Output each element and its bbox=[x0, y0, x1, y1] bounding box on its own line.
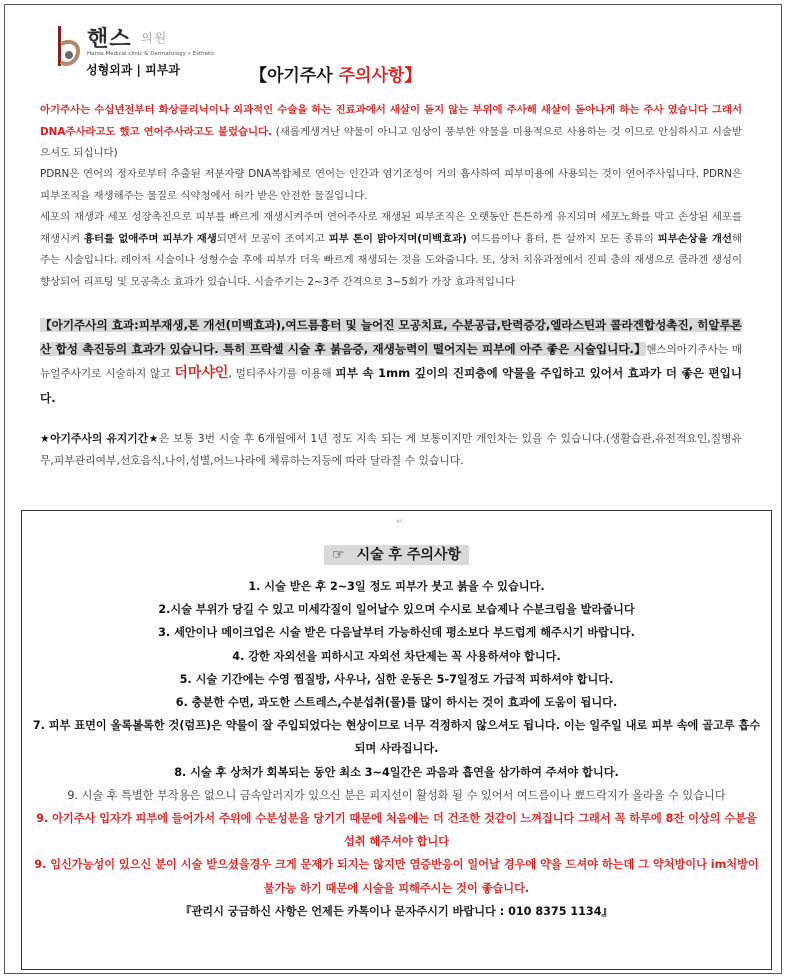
clinic-logo bbox=[55, 22, 215, 84]
effect-body: :피부재생,톤 개선(미백효과),여드름흉터 및 늘어진 모공치료, 수분공급,탄력증강,엘라스틴과 콜라겐합성촉진, 히알루론산 합성 촉진등의 효과가 있습니다. 특히 프락셀 시술 후 붉음증, 재생능력이 떨어지는 피부에 아주 좋은 시술입니다.】 bbox=[40, 318, 743, 356]
clinic-departments: 성형외과 | 피부과 bbox=[86, 63, 180, 77]
intro-paragraph bbox=[40, 100, 742, 165]
regen-text-1: 세포의 재생과 세포 성장촉진으로 피부를 빠르게 재생시켜주며 연어주사로 재생된 피부조직은 오랫동안 튼튼하게 유지되며 세포노화를 막고 손상된 세포를 재생시켜 bbox=[40, 211, 742, 245]
duration-body: 은 보통 3번 시술 후 6개월에서 1년 정도 지속 되는 게 보통이지만 개인차는 있을 수 있습니다.(생활습관,유전적요인,질병유무,피부관리여부,선호음식,나이,성별,어느나라에 체류하는지등에 따라 달라질 수 있습니다. bbox=[40, 432, 742, 467]
page-title bbox=[250, 61, 421, 86]
caution-item-5: 5. 시술 기간에는 수영 찜질방, 사우나, 심한 운동은 5-7일정도 가급적 피하셔야 합니다. bbox=[179, 672, 614, 686]
cautions-title: 시술 후 주의사항 bbox=[353, 545, 465, 565]
caution-item-9: 9. 시술 후 특별한 부작용은 없으니 금속알러지가 있으신 분은 피지선이 활성화 될 수 있어서 여드름이나 뾰드락지가 올라올 수 있습니다 bbox=[67, 788, 726, 802]
regen-bold-3: 피부손상을 개선 bbox=[657, 232, 732, 245]
page-title-highlight: 주의사항】 bbox=[338, 66, 422, 86]
paragraph-mark-icon: ↵ bbox=[396, 517, 404, 527]
duration-paragraph bbox=[40, 428, 742, 471]
pdrn-paragraph: PDRN은 연어의 정자로부터 추출된 저분자량 DNA복합체로 연어는 인간과 염기조성이 거의 흡사하여 피부미용에 사용되는 것이 연어주사입니다. PDRN은 피부조직을 재생해주는 물질로 식약청에서 허가 받은 안전한 물질입니다. bbox=[40, 168, 742, 202]
caution-item-7: 7. 피부 표면이 올록볼록한 것(럼프)은 약물이 잘 주입되었다는 현상이므로 너무 걱정하지 않으셔도 됩니다. 이는 일주일 내로 피부 속에 골고루 흡수되며 사라집니다. bbox=[32, 719, 761, 756]
contact-line: 『관리시 궁금하신 사항은 언제든 카톡이나 문자주시기 바랍니다 : 010 8375 1134』 bbox=[180, 904, 613, 918]
caution-warning-hydration: 9. 아기주사 입자가 피부에 들어가서 주위에 수분성분을 당기기 때문에 처음에는 더 건조한 것같이 느껴집니다 그래서 꼭 하루에 8잔 이상의 수분을 섭취 해주셔야 합니다 bbox=[36, 812, 757, 849]
effect-tail-bold: 피부 속 1mm 깊이의 진피층에 약물을 주입하고 있어서 효과가 더 좋은 편입니다. bbox=[40, 366, 743, 405]
effect-paragraph bbox=[40, 314, 742, 410]
caution-item-3: 3. 세안이나 메이크업은 시술 받은 다음날부터 가능하신데 평소보다 부드럽게 해주시기 바랍니다. bbox=[158, 626, 635, 640]
caution-warning-pregnancy: 9. 임신가능성이 있으신 분이 시술 받으셨을경우 크게 문제가 되지는 않지만 염증반응이 일어날 경우에 약을 드셔야 하는데 그 약처방이나 im처방이 불가능 하기 때문에 시술을 피해주시는 것이 좋습니다. bbox=[34, 858, 759, 895]
clinic-tagline: Hanss Medical clinic & Dermatology • Esthetic bbox=[87, 51, 215, 57]
cautions-list bbox=[30, 575, 763, 923]
clinic-name: 핸스 bbox=[87, 27, 132, 52]
intro-lead-rest: (새롭게생겨난 약물이 아니고 임상이 풍부한 약물을 미용적으로 사용하는 것 이므로 안심하시고 시술받으셔도 되십니다) bbox=[40, 125, 742, 159]
regen-bold-2: 피부 톤이 맑아지며(미백효과) bbox=[328, 232, 467, 245]
pointing-hand-icon: ☞ bbox=[328, 545, 349, 565]
caution-item-2: 2.시술 부위가 당길 수 있고 미세각질이 일어날수 있으며 수시로 보습제나 수분크림을 발라줍니다 bbox=[158, 603, 635, 617]
cautions-box bbox=[21, 510, 772, 970]
clinic-logo-mark-icon bbox=[55, 24, 83, 72]
duration-label: ★아기주사의 유지기간★ bbox=[40, 432, 159, 445]
regen-text-3: 여드름이나 흉터, 튼 살까지 모든 종류의 bbox=[466, 232, 658, 245]
caution-item-4: 4. 강한 자외선을 피하시고 자외선 차단제는 꼭 사용하셔야 합니다. bbox=[232, 649, 561, 663]
page-title-prefix: 【아기주사 bbox=[250, 66, 339, 86]
clinic-name-suffix: 의원 bbox=[141, 31, 169, 45]
caution-item-8: 8. 시술 후 상처가 회복되는 동안 최소 3~4일간은 과음과 흡연을 삼가하여 주셔야 합니다. bbox=[174, 765, 619, 779]
effect-label: 【아기주사의 효과 bbox=[40, 318, 135, 332]
intro-lead: 아기주사는 수십년전부터 화상클리닉이나 외과적인 수술을 하는 진료과에서 새살이 돋지 않는 부위에 주사해 새살이 돋아나게 하는 주사 였습니다 그래서 DNA주사라고도 했고 연어주사라고도 불렀습니다. bbox=[40, 104, 742, 138]
regen-text-4: 해주는 시술입니다. 레이저 시술이나 성형수술 후에 피부가 더욱 빠르게 재생되는 것을 도와줍니다. 또, 상처 치유과정에서 진피 층의 재생으로 콜라겐 생성이 향상되어 리프팅 및 모공축소 효과가 있습니다. 시술주기는 2~3주 간격으로 3~5회가 가장 효과적입니다 bbox=[40, 232, 743, 288]
regeneration-paragraph bbox=[40, 207, 742, 293]
effect-tail-1: 핸스의아기주사는 매뉴얼주사기로 시술하지 않고 bbox=[40, 343, 742, 380]
regen-text-2: 되면서 모공이 조여지고 bbox=[216, 232, 329, 245]
effect-tail-2: , 멀티주사기를 이용해 bbox=[228, 368, 336, 380]
caution-item-1: 1. 시술 받은 후 2~3일 정도 피부가 붓고 붉을 수 있습니다. bbox=[248, 580, 545, 593]
caution-item-6: 6. 충분한 수면, 과도한 스트레스,수분섭취(물)를 많이 하시는 것이 효과에 도움이 됩니다. bbox=[175, 696, 618, 710]
derma-device-name: 더마샤인 bbox=[174, 365, 229, 381]
regen-bold-1: 흉터를 없애주며 피부가 재생 bbox=[83, 232, 217, 245]
cautions-heading bbox=[22, 544, 771, 564]
